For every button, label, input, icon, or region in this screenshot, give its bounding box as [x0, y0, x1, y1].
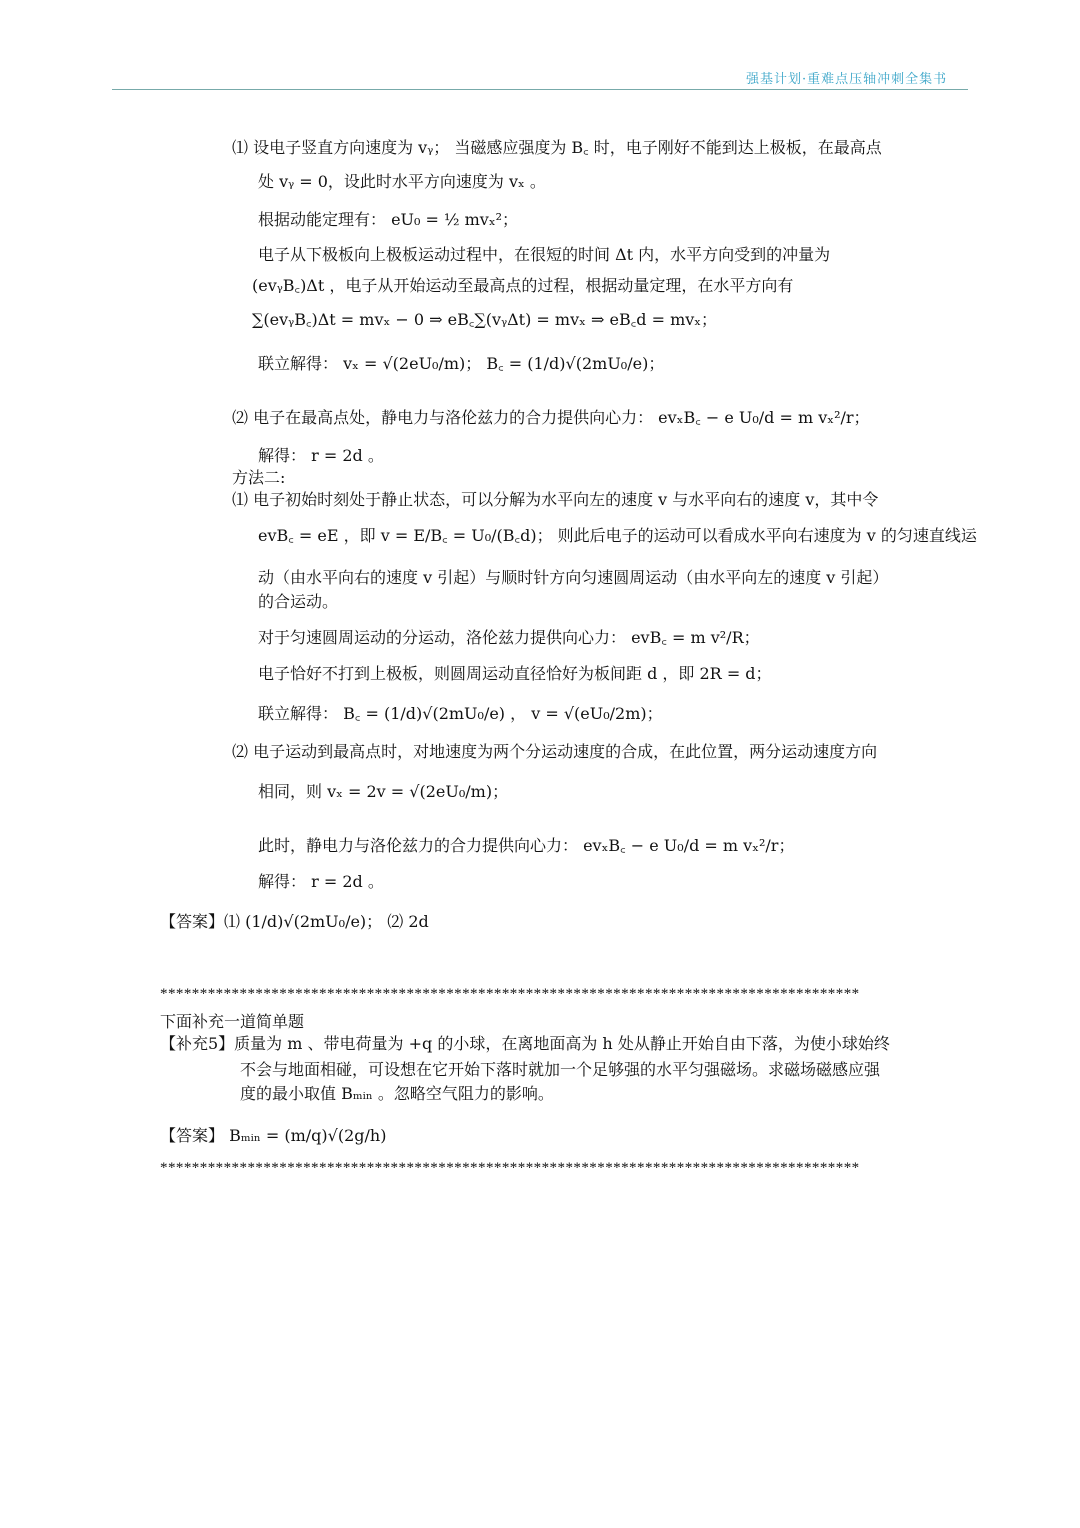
text-line: ⑵ 电子在最高点处，静电力与洛伦兹力的合力提供向心力： evₓB꜀ − e U₀/d = m vₓ²/r； — [232, 408, 870, 427]
text-line: evB꜀ = eE ，即 v = E/B꜀ = U₀/(B꜀d)； 则此后电子的运动可以看成水平向右速度为 v 的匀速直线运 — [258, 526, 977, 545]
text-line: 动（由水平向右的速度 v 引起）与顺时针方向匀速圆周运动（由水平向左的速度 v 引起） — [258, 568, 889, 587]
text-line: ∑(evᵧB꜀)Δt = mvₓ − 0 ⇒ eB꜀∑(vᵧΔt) = mvₓ ⇒ eB꜀d = mvₓ； — [252, 310, 718, 329]
header-title: 强基计划·重难点压轴冲刺全集书 — [746, 72, 948, 87]
header-divider — [112, 89, 968, 90]
separator-bottom: **************************************************************************************** — [160, 1160, 860, 1176]
text-line: 下面补充一道简单题 — [160, 1012, 305, 1031]
text-line: 【答案】⑴ (1/d)√(2mU₀/e)； ⑵ 2d — [160, 912, 429, 931]
text-line: 此时，静电力与洛伦兹力的合力提供向心力： evₓB꜀ − e U₀/d = m vₓ²/r； — [258, 836, 795, 855]
text-line: 联立解得： vₓ = √(2eU₀/m)； B꜀ = (1/d)√(2mU₀/e)； — [258, 354, 665, 373]
text-line: 的合运动。 — [258, 592, 339, 611]
text-line: (evᵧB꜀)Δt ，电子从开始运动至最高点的过程，根据动量定理，在水平方向有 — [252, 276, 794, 295]
text-line: 【补充5】质量为 m 、带电荷量为 +q 的小球，在离地面高为 h 处从静止开始自由下落，为使小球始终 — [160, 1034, 890, 1053]
text-line: 处 vᵧ = 0，设此时水平方向速度为 vₓ 。 — [258, 172, 546, 191]
text-line: 电子恰好不打到上极板，则圆周运动直径恰好为板间距 d ，即 2R = d； — [258, 664, 772, 683]
text-line: 电子从下极板向上极板运动过程中，在很短的时间 Δt 内，水平方向受到的冲量为 — [258, 245, 831, 264]
text-line: 联立解得： B꜀ = (1/d)√(2mU₀/e) ， v = √(eU₀/2m)； — [258, 704, 663, 723]
text-line: ⑴ 电子初始时刻处于静止状态，可以分解为水平向左的速度 v 与水平向右的速度 v，其中令 — [232, 490, 879, 509]
text-line: 方法二: — [232, 468, 286, 487]
separator-top: **************************************************************************************** — [160, 986, 860, 1002]
text-line: ⑵ 电子运动到最高点时，对地速度为两个分运动速度的合成，在此位置，两分运动速度方向 — [232, 742, 878, 761]
text-line: 度的最小取值 Bₘᵢₙ 。忽略空气阻力的影响。 — [240, 1084, 554, 1103]
text-line: 【答案】 Bₘᵢₙ = (m/q)√(2g/h) — [160, 1126, 387, 1145]
text-line: 解得： r = 2d 。 — [258, 446, 384, 465]
text-line: 解得： r = 2d 。 — [258, 872, 384, 891]
text-line: 对于匀速圆周运动的分运动，洛伦兹力提供向心力： evB꜀ = m v²/R； — [258, 628, 760, 647]
text-line: 根据动能定理有： eU₀ = ½ mvₓ²； — [258, 210, 519, 229]
text-line: ⑴ 设电子竖直方向速度为 vᵧ； 当磁感应强度为 B꜀ 时，电子刚好不能到达上极板，在最高点 — [232, 138, 882, 157]
text-line: 相同，则 vₓ = 2v = √(2eU₀/m)； — [258, 782, 509, 801]
text-line: 不会与地面相碰，可设想在它开始下落时就加一个足够强的水平匀强磁场。求磁场磁感应强 — [240, 1060, 881, 1079]
